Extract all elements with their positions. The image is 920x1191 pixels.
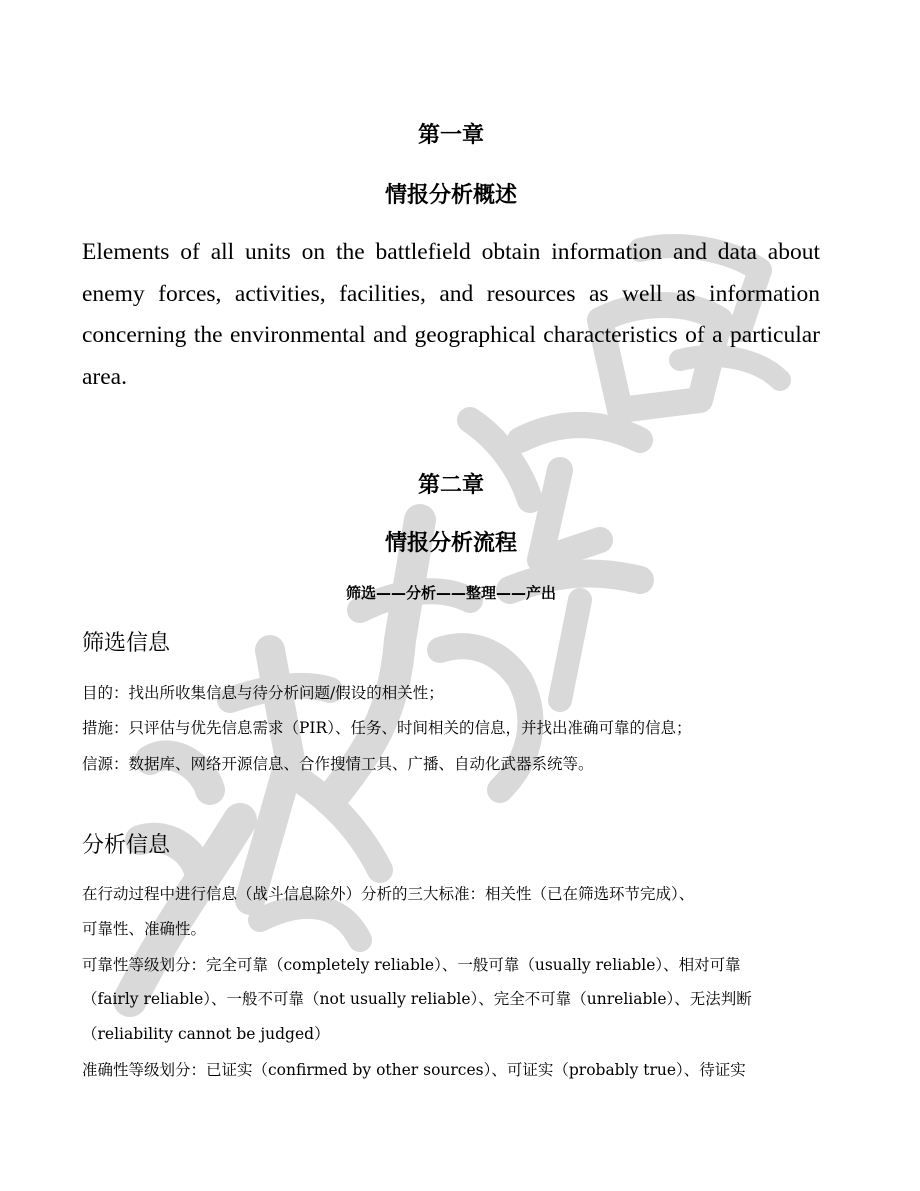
screening-line: 信源：数据库、网络开源信息、合作搜情工具、广播、自动化武器系统等。	[82, 755, 594, 773]
analysis-line: （reliability cannot be judged）	[82, 1025, 330, 1043]
chapter-2-title: 情报分析流程	[384, 531, 517, 556]
chapter-1-number: 第一章	[417, 123, 484, 148]
chapter-2-number: 第二章	[417, 473, 484, 498]
screening-line: 目的：找出所收集信息与待分析问题/假设的相关性；	[82, 684, 444, 702]
analysis-line: 准确性等级划分：已证实（confirmed by other sources）、可证实（probably true）、待证实	[82, 1061, 746, 1079]
chapter-1-title: 情报分析概述	[384, 183, 517, 208]
section-heading-analysis: 分析信息	[82, 833, 171, 858]
screening-line: 措施：只评估与优先信息需求（PIR）、任务、时间相关的信息，并找出准确可靠的信息；	[82, 719, 692, 737]
process-flow: 筛选——分析——整理——产出	[345, 584, 556, 602]
analysis-line: 可靠性、准确性。	[82, 920, 207, 938]
section-heading-screening: 筛选信息	[82, 631, 171, 656]
chapter-1-paragraph: Elements of all units on the battlefield obtain information and data about enemy forces, activities, facilities, and resources as well as information concerning the environmental and geographical characteristics of a particular area.	[82, 239, 820, 390]
analysis-line: 可靠性等级划分：完全可靠（completely reliable）、一般可靠（usually reliable）、相对可靠	[82, 956, 741, 974]
analysis-line: （fairly reliable）、一般不可靠（not usually reliable）、完全不可靠（unreliable）、无法判断	[82, 990, 752, 1008]
analysis-line: 在行动过程中进行信息（战斗信息除外）分析的三大标准：相关性（已在筛选环节完成）、	[82, 885, 695, 903]
